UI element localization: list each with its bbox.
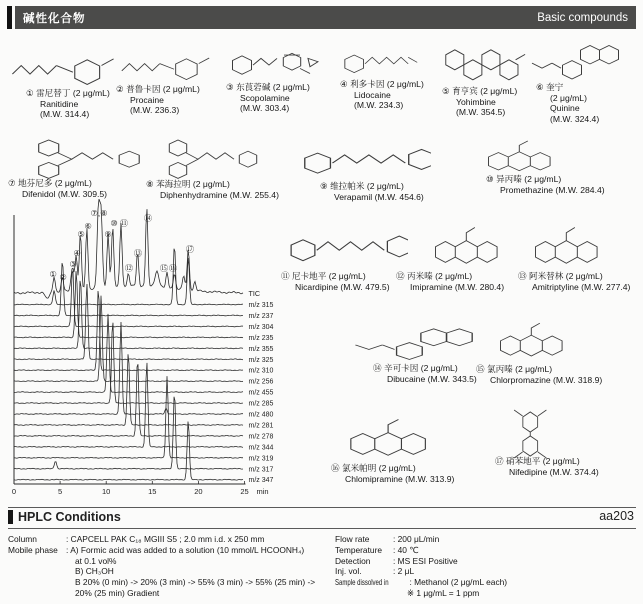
compound-label-yohimbine [442,86,517,118]
section-divider-top [8,507,636,508]
peak-number-annotation: ⑤ [77,230,85,239]
mz-trace-label: m/z 319 [248,455,274,463]
hplc-conditions-heading [8,510,121,524]
compound-label-line: ⑥ 奎宁 [536,82,564,92]
compound-label-chlomipramine [331,463,454,484]
compound-label-line: (M.W. 354.5) [456,107,506,118]
tic-trace [14,199,243,298]
mz-trace-label: m/z 256 [248,378,274,386]
compound-label-line: ⑧ 苯海拉明 (2 μg/mL) [146,179,230,189]
mz-trace-347 [14,422,243,481]
injection-volume-label: Inj. vol. [335,566,362,577]
structure-lidocaine-icon [338,42,428,82]
x-axis-tick-label: 20 [194,487,203,496]
compound-label-lidocaine [340,79,424,111]
condition-row-temperature [335,545,635,556]
mz-trace-278 [14,364,243,436]
mz-trace-344 [14,363,243,447]
temperature-value: : 40 ℃ [393,544,419,555]
compound-label-chlorpromazine [476,364,602,385]
column-label: Column [8,534,37,544]
mobile-phase-line1: : A) Formic acid was added to a solution (10 mmol/L HCOONH₄) [66,544,305,555]
hplc-conditions-left [8,534,330,599]
compound-label-line: Scopolamine [240,92,290,103]
sample-dissolved-label: Sample dissolved in [335,577,389,588]
mz-trace-285 [14,323,243,404]
compound-label-line: ⑫ 丙米嗪 (2 μg/mL) [396,271,473,281]
compound-label-line: Chlomipramine (M.W. 313.9) [345,473,455,484]
compound-label-line: ③ 东莨菪碱 (2 μg/mL) [226,82,310,92]
peak-number-annotation: ⑨ [104,230,112,239]
mobile-phase-line5: 20% (25 min) Gradient [75,587,160,598]
peak-number-annotation: ⑰ [185,245,195,254]
compound-label-line: Difenidol (M.W. 309.5) [22,188,108,199]
condition-row-flow [335,534,635,545]
compound-label-nifedipine [495,456,599,477]
structure-nicardipine-icon [283,220,408,272]
compound-label-line: Dibucaine (M.W. 343.5) [387,373,477,384]
compound-label-line: Verapamil (M.W. 454.6) [334,191,424,202]
mz-trace-256 [14,296,243,382]
flow-rate-label: Flow rate [335,534,370,544]
x-axis-tick-label: 5 [58,487,63,496]
compound-label-line: ⑭ 辛可卡因 (2 μg/mL) [373,363,458,373]
compound-label-verapamil [320,181,424,202]
compound-label-quinine [536,82,599,124]
mobile-phase-label: Mobile phase [8,544,58,555]
compound-label-line: ② 普鲁卡因 (2 μg/mL) [116,84,200,94]
ppm-note: ※ 1 μg/mL = 1 ppm [407,587,480,598]
mz-trace-label: m/z 237 [248,312,274,320]
page-title-cn: 碱性化合物 [23,12,86,25]
peak-number-annotation: ⑦,⑧ [90,209,108,218]
peak-number-annotation: ② [59,273,67,282]
compound-label-line: Lidocaine [354,89,391,100]
page-title-en: Basic compounds [537,11,628,24]
page-code: aa203 [599,509,634,523]
compound-label-line: (M.W. 234.3) [354,100,404,111]
hplc-conditions-right [335,534,635,599]
peak-number-annotation: ① [49,270,57,279]
mz-trace-label: m/z 285 [248,400,274,408]
x-axis-unit: min [256,487,269,496]
flow-rate-value: : 200 μL/min [393,534,440,544]
compound-label-promethazine [486,174,605,195]
injection-volume-value: : 2 μL [393,566,415,577]
peak-number-annotation: ⑥ [84,222,92,231]
compound-label-line: ⑰ 硝苯地平 (2 μg/mL) [495,456,580,466]
mz-trace-label: m/z 347 [248,477,274,485]
mz-trace-label: m/z 480 [248,411,274,419]
compound-label-line: (M.W. 314.4) [40,109,90,120]
compound-label-line: ① 雷尼替丁 (2 μg/mL) [26,88,110,98]
sample-dissolved-value: : Methanol (2 μg/mL each) [409,577,508,588]
mobile-phase-line3: B) CH₃OH [75,566,114,577]
compound-label-line: ⑤ 育亨宾 (2 μg/mL) [442,86,518,96]
x-axis-tick-label: 10 [102,487,111,496]
mz-trace-480 [14,322,243,414]
chromatogram [0,0,290,510]
hplc-conditions-title: HPLC Conditions [18,510,121,524]
compound-label-line: ⑯ 氯米帕明 (2 μg/mL) [331,463,416,473]
compound-label-line: ⑬ 阿米替林 (2 μg/mL) [518,271,603,281]
structure-amitriptyline-icon [515,224,610,272]
structure-dibucaine-icon [350,322,485,364]
compound-label-line: ⑨ 维拉帕米 (2 μg/mL) [320,181,404,191]
mz-trace-label: m/z 317 [248,466,274,474]
compound-label-amitriptyline [518,271,630,292]
peak-number-annotation: ⑭ [143,214,153,223]
mz-trace-label: m/z 325 [248,356,274,364]
detection-value: : MS ESI Positive [393,555,458,566]
compound-label-line: ⑩ 异丙嗪 (2 μg/mL) [486,174,562,184]
compound-label-line: (M.W. 324.4) [550,113,600,124]
compound-label-line: ④ 利多卡因 (2 μg/mL) [340,79,424,89]
mz-trace-label: m/z 344 [248,444,274,452]
mz-trace-label: m/z 235 [248,334,274,342]
compound-label-line: ⑪ 尼卡地平 (2 μg/mL) [281,271,366,281]
condition-row-column [8,534,330,545]
compound-label-line: (M.W. 236.3) [130,105,180,116]
mz-trace-label: m/z 455 [248,389,274,397]
x-axis-tick-label: 15 [148,487,157,496]
structure-chlorpromazine-icon [480,320,575,364]
mobile-phase-line2: at 0.1 vol% [75,555,117,566]
compound-label-line: Nicardipine (M.W. 479.5) [295,281,390,292]
compound-label-line: ⑦ 地芬尼多 (2 μg/mL) [8,178,92,188]
mz-trace-319 [14,376,243,458]
structure-imipramine-icon [415,224,510,272]
mz-trace-355 [14,281,243,349]
compound-label-line: ⑮ 氯丙嗪 (2 μg/mL) [476,364,553,374]
compound-label-line: (M.W. 303.4) [240,103,290,114]
compound-label-line: Chlorpromazine (M.W. 318.9) [490,374,603,385]
structure-chlomipramine-icon [326,416,441,464]
compound-label-line: Nifedipine (M.W. 374.4) [509,466,599,477]
compound-label-line: Diphenhydramine (M.W. 255.4) [160,189,279,200]
mz-trace-label: m/z 278 [248,433,274,441]
mz-trace-label: m/z 304 [248,323,274,331]
column-value: : CAPCELL PAK C₁₈ MGIII S5 ; 2.0 mm i.d. x 250 mm [66,534,265,544]
peak-number-annotation: ⑫ [124,264,134,273]
x-axis-tick-label: 0 [11,487,17,496]
mz-trace-304 [14,271,243,327]
structure-quinine-icon [528,38,628,84]
compound-label-line: Ranitidine [40,98,79,109]
heading-underline [8,528,636,529]
compound-label-line: (2 μg/mL) [550,92,587,103]
peak-number-annotation: ⑪ [119,219,129,228]
compound-label-line: Promethazine (M.W. 284.4) [500,184,605,195]
condition-row-detection [335,556,635,567]
peak-number-annotation: ④ [73,249,81,258]
structure-promethazine-icon [468,138,563,178]
compound-label-line: Yohimbine [456,96,496,107]
mz-trace-label: m/z 355 [248,345,274,353]
mz-trace-label: m/z 315 [248,302,274,309]
peak-number-annotation: ⑩ [110,219,118,228]
compound-label-imipramine [396,271,504,292]
heading-accent-bar [8,510,13,524]
temperature-label: Temperature [335,544,383,555]
tic-label: TIC [248,289,261,298]
peak-number-annotation: ⑬ [133,249,143,258]
compound-label-nicardipine [281,271,390,292]
condition-row-mobile-phase [8,545,330,599]
x-axis-tick-label: 25 [240,487,249,496]
mz-trace-label: m/z 310 [248,367,274,375]
structure-verapamil-icon [296,134,431,184]
compound-label-dibucaine [373,363,477,384]
compound-label-line: Amitriptyline (M.W. 277.4) [532,281,631,292]
mz-trace-label: m/z 281 [248,422,274,430]
structure-nifedipine-icon [492,404,577,459]
peak-number-annotation: ③ [69,260,77,269]
compound-label-line: Procaine [130,94,164,105]
compound-label-line: Quinine [550,103,580,114]
mz-trace-317 [14,397,243,470]
condition-row-injection [335,566,635,577]
compound-label-line: Imipramine (M.W. 280.4) [410,281,505,292]
condition-row-sample [335,577,635,588]
peak-number-annotation: ⑯ [168,264,178,273]
mobile-phase-line4: B 20% (0 min) -> 20% (3 min) -> 55% (3 min) -> 55% (25 min) -> [75,577,316,588]
detection-label: Detection [335,555,371,566]
structure-yohimbine-icon [432,38,527,88]
peak-number-annotation: ⑮ [159,264,169,273]
